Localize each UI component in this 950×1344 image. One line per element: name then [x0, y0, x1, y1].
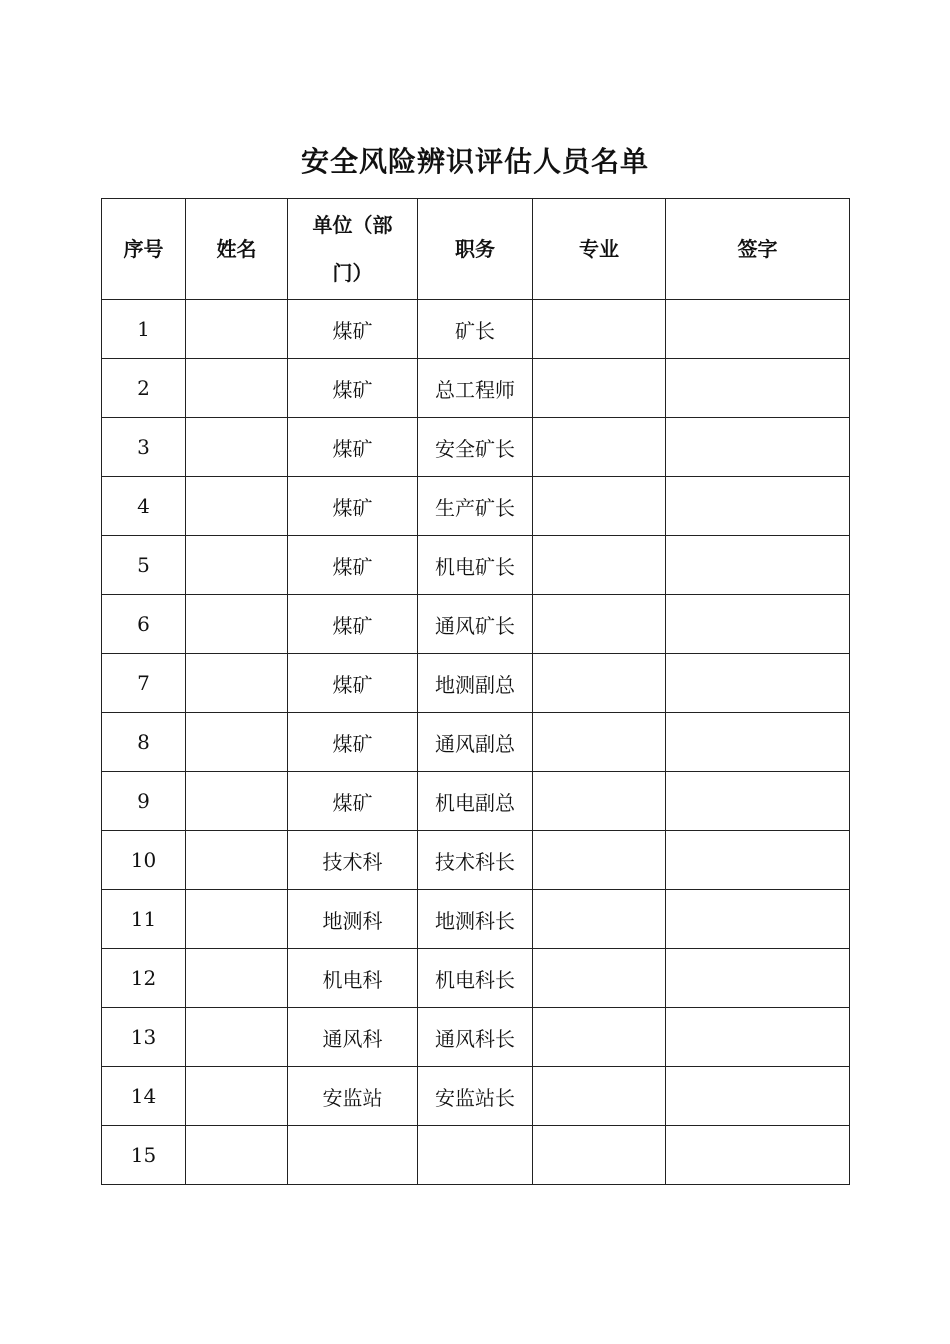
cell-major — [533, 359, 666, 418]
header-name: 姓名 — [186, 199, 288, 300]
cell-unit: 地测科 — [288, 890, 418, 949]
table-header-row — [102, 199, 850, 300]
table-row — [102, 1126, 850, 1185]
cell-signature — [666, 1008, 850, 1067]
cell-serial-number: 12 — [102, 949, 186, 1008]
table-row — [102, 772, 850, 831]
cell-major — [533, 477, 666, 536]
cell-name — [186, 1008, 288, 1067]
cell-name — [186, 418, 288, 477]
cell-serial-number: 8 — [102, 713, 186, 772]
cell-major — [533, 949, 666, 1008]
header-unit — [288, 199, 418, 300]
cell-serial-number: 13 — [102, 1008, 186, 1067]
cell-name — [186, 831, 288, 890]
cell-signature — [666, 949, 850, 1008]
cell-unit: 煤矿 — [288, 654, 418, 713]
cell-name — [186, 654, 288, 713]
cell-name — [186, 536, 288, 595]
table-row — [102, 1008, 850, 1067]
cell-major — [533, 1067, 666, 1126]
cell-unit: 煤矿 — [288, 477, 418, 536]
header-unit-label: 单位（部门） — [312, 213, 393, 285]
table-row — [102, 1067, 850, 1126]
header-major: 专业 — [533, 199, 666, 300]
cell-serial-number: 14 — [102, 1067, 186, 1126]
cell-serial-number: 6 — [102, 595, 186, 654]
cell-name — [186, 359, 288, 418]
cell-position: 通风科长 — [418, 1008, 533, 1067]
cell-name — [186, 890, 288, 949]
cell-name — [186, 1067, 288, 1126]
cell-signature — [666, 418, 850, 477]
cell-serial-number: 2 — [102, 359, 186, 418]
cell-position: 地测科长 — [418, 890, 533, 949]
table-row — [102, 595, 850, 654]
cell-position — [418, 1126, 533, 1185]
cell-signature — [666, 654, 850, 713]
cell-signature — [666, 300, 850, 359]
cell-position: 生产矿长 — [418, 477, 533, 536]
table-body — [102, 300, 850, 1185]
page-title: 安全风险辨识评估人员名单 — [300, 145, 649, 178]
cell-position: 安监站长 — [418, 1067, 533, 1126]
cell-serial-number: 9 — [102, 772, 186, 831]
cell-unit — [288, 1126, 418, 1185]
cell-position: 机电科长 — [418, 949, 533, 1008]
table-row — [102, 713, 850, 772]
header-signature: 签字 — [666, 199, 850, 300]
cell-major — [533, 536, 666, 595]
cell-name — [186, 300, 288, 359]
cell-serial-number: 15 — [102, 1126, 186, 1185]
cell-signature — [666, 359, 850, 418]
cell-position: 矿长 — [418, 300, 533, 359]
cell-position: 总工程师 — [418, 359, 533, 418]
cell-signature — [666, 831, 850, 890]
table-row — [102, 949, 850, 1008]
cell-serial-number: 10 — [102, 831, 186, 890]
cell-name — [186, 1126, 288, 1185]
cell-signature — [666, 1126, 850, 1185]
cell-signature — [666, 477, 850, 536]
cell-position: 通风矿长 — [418, 595, 533, 654]
cell-position: 通风副总 — [418, 713, 533, 772]
cell-position: 地测副总 — [418, 654, 533, 713]
cell-serial-number: 5 — [102, 536, 186, 595]
cell-major — [533, 595, 666, 654]
table-row — [102, 831, 850, 890]
cell-unit: 煤矿 — [288, 300, 418, 359]
cell-unit: 煤矿 — [288, 772, 418, 831]
table-row — [102, 536, 850, 595]
cell-position: 技术科长 — [418, 831, 533, 890]
header-position: 职务 — [418, 199, 533, 300]
cell-major — [533, 713, 666, 772]
cell-major — [533, 300, 666, 359]
cell-major — [533, 418, 666, 477]
table-row — [102, 654, 850, 713]
cell-serial-number: 4 — [102, 477, 186, 536]
table-row — [102, 890, 850, 949]
table-row — [102, 300, 850, 359]
cell-serial-number: 1 — [102, 300, 186, 359]
cell-major — [533, 890, 666, 949]
cell-unit: 技术科 — [288, 831, 418, 890]
cell-name — [186, 772, 288, 831]
personnel-table — [101, 198, 850, 1185]
cell-serial-number: 11 — [102, 890, 186, 949]
cell-unit: 煤矿 — [288, 418, 418, 477]
cell-signature — [666, 713, 850, 772]
cell-unit: 煤矿 — [288, 595, 418, 654]
cell-position: 机电副总 — [418, 772, 533, 831]
cell-unit: 煤矿 — [288, 359, 418, 418]
cell-position: 机电矿长 — [418, 536, 533, 595]
cell-signature — [666, 536, 850, 595]
cell-unit: 煤矿 — [288, 536, 418, 595]
cell-name — [186, 949, 288, 1008]
cell-unit: 安监站 — [288, 1067, 418, 1126]
cell-major — [533, 772, 666, 831]
cell-name — [186, 595, 288, 654]
cell-serial-number: 7 — [102, 654, 186, 713]
cell-serial-number: 3 — [102, 418, 186, 477]
header-serial-number: 序号 — [102, 199, 186, 300]
cell-unit: 煤矿 — [288, 713, 418, 772]
cell-signature — [666, 772, 850, 831]
cell-major — [533, 654, 666, 713]
cell-unit: 机电科 — [288, 949, 418, 1008]
cell-name — [186, 477, 288, 536]
cell-signature — [666, 1067, 850, 1126]
table-row — [102, 477, 850, 536]
cell-signature — [666, 595, 850, 654]
cell-position: 安全矿长 — [418, 418, 533, 477]
cell-signature — [666, 890, 850, 949]
cell-major — [533, 1126, 666, 1185]
cell-name — [186, 713, 288, 772]
cell-major — [533, 831, 666, 890]
cell-major — [533, 1008, 666, 1067]
table-row — [102, 418, 850, 477]
table-row — [102, 359, 850, 418]
cell-unit: 通风科 — [288, 1008, 418, 1067]
